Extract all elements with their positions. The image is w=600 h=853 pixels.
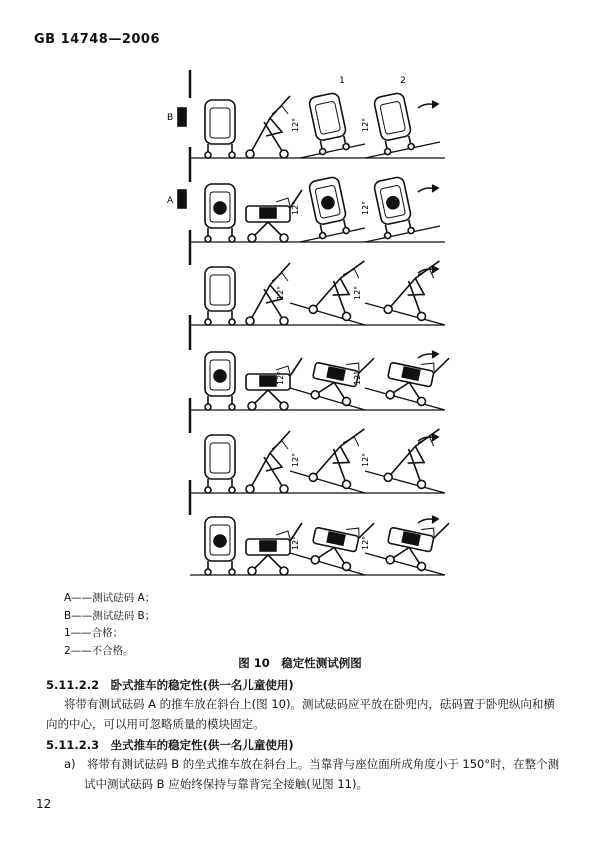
angle-label-r4b: 12° bbox=[353, 370, 362, 385]
figure-caption: 图 10 稳定性测试例图 bbox=[238, 656, 362, 670]
wheel bbox=[319, 232, 326, 239]
wheel bbox=[417, 397, 426, 406]
angle-label-r6a: 12° bbox=[291, 535, 300, 550]
figure-legend bbox=[64, 590, 155, 660]
wheel bbox=[310, 555, 319, 564]
legend-item: B——测试砝码 B； bbox=[64, 609, 156, 622]
stability-test-figure bbox=[150, 70, 450, 580]
stroller-side-view bbox=[246, 190, 302, 242]
wheel bbox=[342, 397, 351, 406]
test-slope bbox=[365, 226, 440, 242]
tip-over-arrow bbox=[418, 101, 438, 108]
wheel bbox=[342, 562, 351, 571]
test-slope bbox=[365, 303, 445, 325]
wheel bbox=[343, 227, 350, 234]
test-weight-b-marker bbox=[178, 108, 186, 126]
wheel bbox=[205, 152, 211, 158]
stroller-front-view bbox=[205, 100, 235, 158]
column-label-1: 1 bbox=[339, 76, 345, 86]
test-weight bbox=[327, 367, 345, 380]
angle-label-r3a: 12° bbox=[276, 285, 285, 300]
stroller-side-view bbox=[308, 347, 374, 410]
test-weight bbox=[327, 532, 345, 545]
wheel bbox=[417, 312, 426, 321]
wheel bbox=[205, 487, 211, 493]
angle-label-r5a: 12° bbox=[291, 452, 300, 467]
wheel bbox=[384, 232, 391, 239]
stroller-side-view bbox=[246, 358, 302, 410]
test-weight bbox=[214, 370, 226, 382]
stroller-side-view bbox=[383, 420, 439, 490]
wheel bbox=[280, 485, 288, 493]
stroller-front-view bbox=[205, 352, 235, 410]
tip-over-arrow bbox=[418, 434, 438, 441]
stroller-side-view bbox=[308, 420, 364, 490]
stroller-side-view bbox=[246, 431, 290, 493]
test-slope bbox=[290, 471, 365, 493]
wheel bbox=[408, 227, 415, 234]
wheel bbox=[383, 473, 392, 482]
test-weight bbox=[260, 376, 276, 386]
test-slope bbox=[290, 388, 365, 410]
tip-over-arrow bbox=[418, 351, 438, 358]
row-label-a: A bbox=[167, 196, 174, 206]
angle-label-r3b: 12° bbox=[353, 285, 362, 300]
wheel bbox=[384, 148, 391, 155]
angle-label-r4a: 12° bbox=[276, 370, 285, 385]
stroller-side-view bbox=[383, 252, 439, 322]
wheel bbox=[205, 236, 211, 242]
stroller-front-view bbox=[205, 267, 235, 325]
test-weight bbox=[260, 208, 276, 218]
wheel bbox=[248, 234, 256, 242]
wheel bbox=[246, 485, 254, 493]
wheel bbox=[385, 390, 394, 399]
row-label-b: B bbox=[167, 113, 174, 123]
test-slope bbox=[300, 144, 365, 158]
test-weight bbox=[214, 202, 226, 214]
wheel bbox=[229, 404, 235, 410]
wheel bbox=[343, 143, 350, 150]
test-weight bbox=[386, 196, 400, 210]
wheel bbox=[229, 487, 235, 493]
test-weight bbox=[402, 367, 420, 380]
test-weight bbox=[260, 541, 276, 551]
wheel bbox=[229, 569, 235, 575]
section-paragraph-line: 向的中心，可以用可忽略质量的模块固定。 bbox=[46, 717, 265, 731]
test-slope bbox=[365, 471, 445, 493]
stroller-front-view bbox=[373, 176, 414, 239]
standard-number: GB 14748—2006 bbox=[34, 32, 161, 47]
section-heading-5-11-2-2: 5.11.2.2 卧式推车的稳定性(供一名儿童使用) bbox=[46, 678, 294, 692]
wheel bbox=[342, 480, 351, 489]
angle-label-r1b: 12° bbox=[361, 117, 370, 132]
wheel bbox=[229, 236, 235, 242]
wheel bbox=[383, 305, 392, 314]
stroller-front-view bbox=[308, 176, 349, 239]
column-label-2: 2 bbox=[400, 76, 406, 86]
legend-item: 2——不合格。 bbox=[64, 644, 134, 657]
section-paragraph-line: 试中测试砝码 B 应始终保持与靠背完全接触(见图 11)。 bbox=[84, 777, 368, 791]
wheel bbox=[280, 317, 288, 325]
tip-over-arrow bbox=[418, 266, 438, 273]
stroller-front-view bbox=[373, 92, 414, 155]
stroller-side-view bbox=[383, 512, 449, 575]
angle-label-r6b: 12° bbox=[361, 535, 370, 550]
legend-item: A——测试砝码 A； bbox=[64, 592, 156, 604]
wheel bbox=[408, 143, 415, 150]
section-heading-5-11-2-3: 5.11.2.3 坐式推车的稳定性(供一名儿童使用) bbox=[46, 738, 294, 752]
stroller-front-view bbox=[205, 435, 235, 493]
test-slope bbox=[290, 553, 365, 575]
wheel bbox=[229, 319, 235, 325]
wheel bbox=[280, 567, 288, 575]
wheel bbox=[248, 402, 256, 410]
section-paragraph-line: a) 将带有测试砝码 B 的坐式推车放在斜台上。当靠背与座位面所成角度小于 150°时，在整个测 bbox=[64, 757, 560, 771]
section-paragraph-line: 将带有测试砝码 A 的推车放在斜台上(图 10)。测试砝码应平放在卧兜内，砝码置于卧兜纵向和横 bbox=[64, 697, 555, 711]
wheel bbox=[280, 234, 288, 242]
wheel bbox=[246, 317, 254, 325]
test-weight bbox=[321, 196, 335, 210]
page-number: 12 bbox=[36, 797, 52, 811]
test-slope bbox=[290, 303, 365, 325]
stroller-side-view bbox=[246, 96, 290, 158]
wheel bbox=[385, 555, 394, 564]
stroller-side-view bbox=[383, 347, 449, 410]
angle-label-r1a: 12° bbox=[291, 117, 300, 132]
wheel bbox=[417, 480, 426, 489]
test-weight bbox=[402, 532, 420, 545]
tip-over-arrow bbox=[418, 516, 438, 523]
wheel bbox=[205, 404, 211, 410]
stroller-front-view bbox=[205, 517, 235, 575]
tip-over-arrow bbox=[418, 185, 438, 192]
wheel bbox=[229, 152, 235, 158]
angle-label-r2a: 12° bbox=[291, 200, 300, 215]
wheel bbox=[319, 148, 326, 155]
test-weight-a-marker bbox=[178, 190, 186, 208]
wheel bbox=[417, 562, 426, 571]
angle-label-r5b: 12° bbox=[361, 452, 370, 467]
legend-item: 1——合格； bbox=[64, 627, 124, 639]
wheel bbox=[308, 305, 317, 314]
test-slope bbox=[365, 553, 445, 575]
wheel bbox=[246, 150, 254, 158]
wheel bbox=[205, 319, 211, 325]
wheel bbox=[248, 567, 256, 575]
wheel bbox=[310, 390, 319, 399]
angle-label-r2b: 12° bbox=[361, 200, 370, 215]
test-slope bbox=[365, 388, 445, 410]
wheel bbox=[308, 473, 317, 482]
test-slope bbox=[300, 228, 365, 242]
wheel bbox=[342, 312, 351, 321]
wheel bbox=[205, 569, 211, 575]
stroller-front-view bbox=[308, 92, 349, 155]
test-weight bbox=[214, 535, 226, 547]
wheel bbox=[280, 150, 288, 158]
wheel bbox=[280, 402, 288, 410]
test-slope bbox=[365, 142, 440, 158]
stroller-front-view bbox=[205, 184, 235, 242]
